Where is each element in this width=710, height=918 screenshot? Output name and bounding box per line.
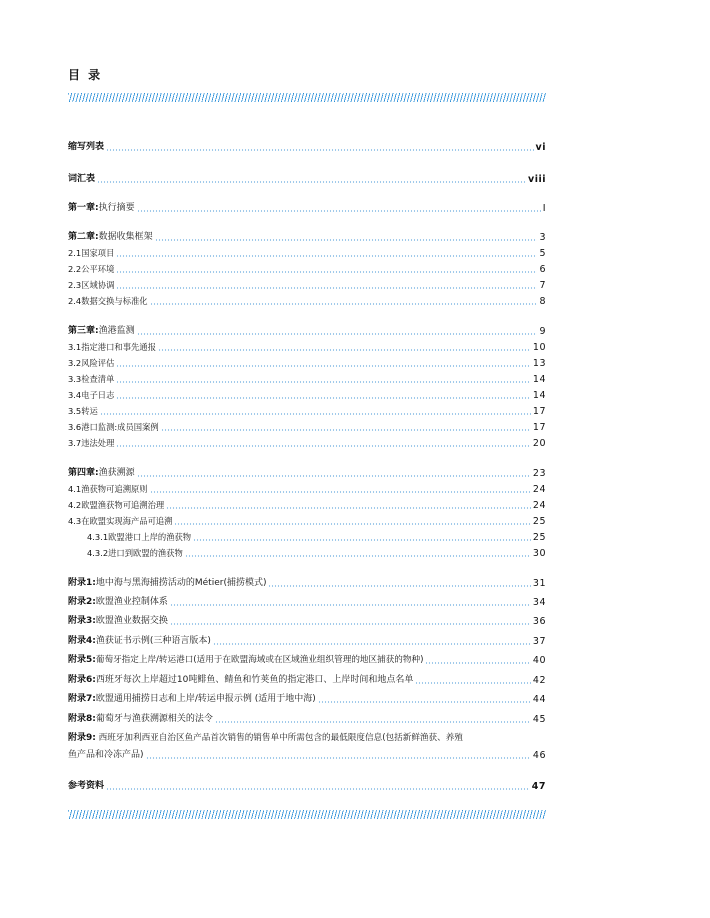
appendix-title: 渔获证书示例(三种语言版本) <box>95 636 211 646</box>
page-number: 40 <box>532 655 546 666</box>
appendix-title: 葡萄牙与渔获溯源相关的法令 <box>95 714 213 724</box>
chapter-title: 渔港监测 <box>98 326 135 336</box>
subsection-number: 4.3.1 <box>87 532 109 542</box>
dot-leader <box>137 475 531 477</box>
dot-leader <box>158 349 531 351</box>
dot-leader <box>161 429 531 431</box>
section-number: 3.3 <box>68 374 82 384</box>
page-number: 25 <box>532 532 546 543</box>
toc-entry-4-3[interactable] <box>68 516 546 527</box>
chapter-title: 数据收集框架 <box>98 232 153 242</box>
page-number: 13 <box>532 358 546 369</box>
dot-leader <box>415 682 531 684</box>
appendix-title-line-2 <box>68 750 546 761</box>
section-number: 3.2 <box>68 358 82 368</box>
appendix-number: 附录5: <box>68 655 96 665</box>
toc-entry-chapter-3[interactable] <box>68 326 546 337</box>
appendix-title-continued: 鱼产品和冷冻产品) <box>68 750 144 760</box>
page-number: viii <box>528 174 546 185</box>
appendix-number: 附录3: <box>68 616 96 626</box>
appendix-number: 附录2: <box>68 597 96 607</box>
page-number: 31 <box>532 578 546 589</box>
page-number: 3 <box>539 232 546 243</box>
dot-leader <box>100 413 531 415</box>
dot-leader <box>97 181 526 183</box>
subsection-number: 4.3.2 <box>87 548 109 558</box>
appendix-number: 附录9: <box>68 733 96 743</box>
dot-leader <box>116 255 537 257</box>
appendix-title-line-1 <box>68 733 546 744</box>
section-title: 区域协调 <box>81 280 115 290</box>
top-hatch-divider <box>68 93 546 102</box>
section-title: 指定港口和事先通报 <box>81 342 156 352</box>
dot-leader <box>106 788 530 790</box>
section-number: 3.6 <box>68 422 82 432</box>
appendix-number: 附录6: <box>68 675 96 685</box>
section-number: 2.1 <box>68 248 82 258</box>
chapter-number: 第二章: <box>68 232 99 242</box>
chapter-title: 渔获溯源 <box>98 468 135 478</box>
page-number: 45 <box>532 714 546 725</box>
toc-entry-label: 缩写列表 <box>68 142 105 152</box>
page-number: 46 <box>532 750 546 761</box>
toc-entry-appendix-9[interactable] <box>68 733 546 761</box>
section-number: 4.1 <box>68 484 82 494</box>
toc-entry-2-1[interactable] <box>68 248 546 259</box>
toc-entry-4-3-2[interactable] <box>87 548 546 559</box>
page-number: 37 <box>532 636 546 647</box>
toc-entry-2-4[interactable] <box>68 296 546 307</box>
page-number: 9 <box>539 326 546 337</box>
page-number: 6 <box>539 264 546 275</box>
dot-leader <box>150 491 531 493</box>
dot-leader <box>213 643 531 645</box>
dot-leader <box>116 287 537 289</box>
appendix-title: 葡萄牙指定上岸/转运港口(适用于在欧盟海域或在区域渔业组织管理的地区捕获的物种) <box>95 655 424 665</box>
dot-leader <box>116 397 531 399</box>
toc-entry-4-1[interactable] <box>68 484 546 495</box>
toc-entry-3-2[interactable] <box>68 358 546 369</box>
dot-leader <box>106 149 534 151</box>
toc-entry-appendix-4[interactable] <box>68 636 546 647</box>
section-title: 在欧盟实现海产品可追溯 <box>81 516 173 526</box>
toc-entry-3-6[interactable] <box>68 422 546 433</box>
appendix-number: 附录1: <box>68 578 96 588</box>
page-number: vi <box>535 142 546 153</box>
page-number: 17 <box>532 422 546 433</box>
section-title: 转运 <box>81 406 98 416</box>
appendix-number: 附录8: <box>68 714 96 724</box>
section-title: 数据交换与标准化 <box>81 296 148 306</box>
section-title: 电子日志 <box>81 390 115 400</box>
toc-entry-appendix-2[interactable] <box>68 597 546 608</box>
toc-entry-label: 参考资料 <box>68 781 105 791</box>
page-number: 34 <box>532 597 546 608</box>
page-number: 5 <box>539 248 546 259</box>
bottom-hatch-divider <box>68 810 546 819</box>
dot-leader <box>146 757 531 759</box>
appendix-number: 附录7: <box>68 694 96 704</box>
dot-leader <box>137 210 541 212</box>
page-number: 14 <box>532 374 546 385</box>
section-title: 渔获物可追溯原则 <box>81 484 148 494</box>
appendix-title: 欧盟通用捕捞日志和上岸/转运申报示例 (适用于地中海) <box>95 694 316 704</box>
toc-entry-chapter-2[interactable] <box>68 232 546 243</box>
page-number: 24 <box>532 500 546 511</box>
page-number: 24 <box>532 484 546 495</box>
dot-leader <box>116 271 537 273</box>
toc-entry-2-3[interactable] <box>68 280 546 291</box>
toc-entry-3-7[interactable] <box>68 438 546 449</box>
page-number: 14 <box>532 390 546 401</box>
toc-page <box>68 0 546 918</box>
toc-entry-appendix-3[interactable] <box>68 616 546 627</box>
toc-entry-3-3[interactable] <box>68 374 546 385</box>
section-number: 4.2 <box>68 500 82 510</box>
chapter-title: 执行摘要 <box>98 203 135 213</box>
section-number: 2.4 <box>68 296 82 306</box>
page-title: 目 录 <box>68 68 103 82</box>
section-number: 4.3 <box>68 516 82 526</box>
section-title: 公平环境 <box>81 264 115 274</box>
dot-leader <box>193 539 531 541</box>
toc-entry-appendix-5[interactable] <box>68 655 546 666</box>
appendix-title: 地中海与黑海捕捞活动的Métier(捕捞模式) <box>95 578 267 588</box>
section-title: 检查清单 <box>81 374 115 384</box>
section-number: 3.7 <box>68 438 82 448</box>
page-number: 20 <box>532 438 546 449</box>
page-number: 30 <box>532 548 546 559</box>
page-number: 23 <box>532 468 546 479</box>
chapter-number: 第一章: <box>68 203 99 213</box>
page-number: 25 <box>532 516 546 527</box>
section-number: 2.3 <box>68 280 82 290</box>
dot-leader <box>268 585 530 587</box>
toc-entry-4-3-1[interactable] <box>87 532 546 543</box>
toc-entry-chapter-1[interactable] <box>68 203 546 214</box>
dot-leader <box>215 721 531 723</box>
dot-leader <box>155 239 538 241</box>
dot-leader <box>116 365 531 367</box>
page-number: 42 <box>532 675 546 686</box>
subsection-title: 欧盟港口上岸的渔获物 <box>108 532 192 542</box>
appendix-title: 欧盟渔业数据交换 <box>95 616 168 626</box>
page-number: 7 <box>539 280 546 291</box>
section-number: 3.4 <box>68 390 82 400</box>
section-number: 2.2 <box>68 264 82 274</box>
section-title: 欧盟渔获物可追溯治理 <box>81 500 165 510</box>
appendix-title: 欧盟渔业控制体系 <box>95 597 168 607</box>
toc-entry-2-2[interactable] <box>68 264 546 275</box>
toc-entry-3-5[interactable] <box>68 406 546 417</box>
appendix-number: 附录4: <box>68 636 96 646</box>
section-title: 港口监测:成员国案例 <box>81 422 159 432</box>
toc-entry-4-2[interactable] <box>68 500 546 511</box>
dot-leader <box>170 623 531 625</box>
dot-leader <box>116 381 531 383</box>
page-number: 47 <box>531 781 546 792</box>
toc-entry-3-1[interactable] <box>68 342 546 353</box>
toc-entry-chapter-4[interactable] <box>68 468 546 479</box>
toc-entry-abbreviations[interactable] <box>68 142 546 153</box>
section-number: 3.5 <box>68 406 82 416</box>
dot-leader <box>150 303 538 305</box>
dot-leader <box>166 507 531 509</box>
dot-leader <box>170 604 531 606</box>
section-title: 风险评估 <box>81 358 115 368</box>
toc-entry-label: 词汇表 <box>68 174 96 184</box>
dot-leader <box>425 662 530 664</box>
dot-leader <box>137 333 538 335</box>
toc-entry-appendix-7[interactable] <box>68 694 546 705</box>
toc-entry-3-4[interactable] <box>68 390 546 401</box>
appendix-title: 西班牙加利西亚自治区鱼产品首次销售的销售单中所需包含的最低限度信息(包括新鲜渔获、养殖 <box>95 733 463 743</box>
subsection-title: 进口到欧盟的渔获物 <box>108 548 183 558</box>
toc-entry-appendix-8[interactable] <box>68 714 546 725</box>
appendix-title: 西班牙每次上岸超过10吨鲱鱼、鲭鱼和竹荚鱼的指定港口、上岸时间和地点名单 <box>95 675 414 685</box>
chapter-number: 第四章: <box>68 468 99 478</box>
toc-entry-references[interactable] <box>68 781 546 792</box>
page-number: I <box>542 203 546 214</box>
toc-entry-appendix-1[interactable] <box>68 578 546 589</box>
page-number: 36 <box>532 616 546 627</box>
dot-leader <box>174 523 530 525</box>
page-number: 10 <box>532 342 546 353</box>
toc-entry-glossary[interactable] <box>68 174 546 185</box>
dot-leader <box>318 701 531 703</box>
page-number: 17 <box>532 406 546 417</box>
section-number: 3.1 <box>68 342 82 352</box>
section-title: 国家项目 <box>81 248 115 258</box>
page-number: 44 <box>532 694 546 705</box>
chapter-number: 第三章: <box>68 326 99 336</box>
toc-entry-appendix-6[interactable] <box>68 675 546 686</box>
section-title: 违法处理 <box>81 438 115 448</box>
dot-leader <box>116 445 531 447</box>
page-number: 8 <box>539 296 546 307</box>
dot-leader <box>185 555 531 557</box>
